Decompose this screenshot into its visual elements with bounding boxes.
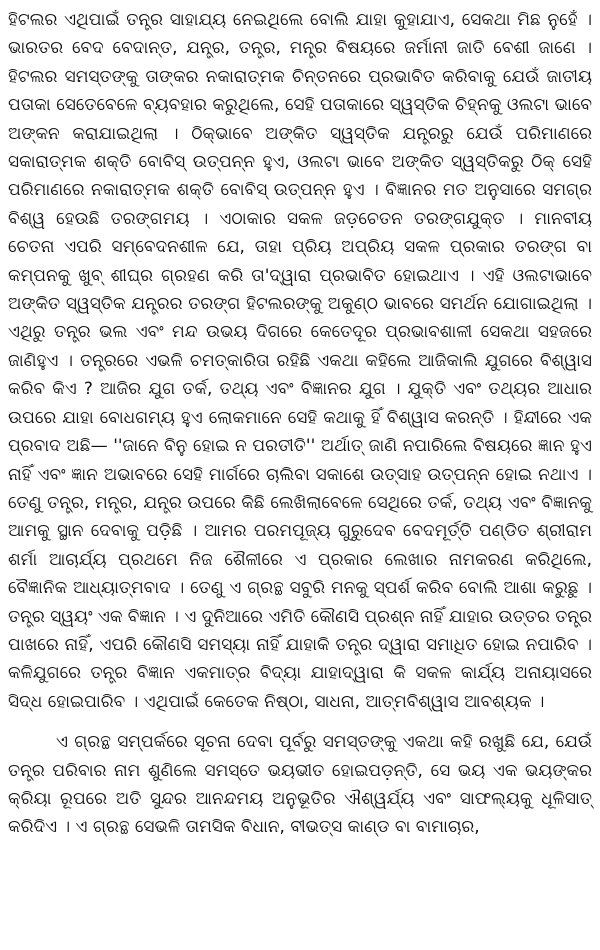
body-paragraph-1: ହିଟଲର ଏଥିପାଇଁ ତନ୍ତ୍ର ସାହାଯ୍ୟ ନେଇଥିଲେ ବୋଲି ଯାହା କୁହାଯାଏ, ସେକଥା ମିଛ ନୁହେଁ । ଭାରତର ବେଦ ବେଦାନ୍ତ, ଯନ୍ତ୍ର, ତନ୍ତ୍ର, ମନ୍ତ୍ର ବିଷୟରେ ଜର୍ମାନୀ ଜାତି ବେଶୀ ଜାଣେ । ହିଟଲର ସମସ୍ତଙ୍କୁ ତାଙ୍କର ନକାରାତ୍ମକ ଚିନ୍ତନରେ ପ୍ରଭାବିତ କରିବାକୁ ଯେଉଁ ଜାତୀୟ ପତାକା ସେତେବେଳେ ବ୍ୟବହାର କରୁଥିଲେ, ସେହି ପତାକାରେ ସ୍ୱସ୍ତିକ ଚିହ୍ନକୁ ଓଲଟା ଭାବେ ଅଙ୍କନ କରାଯାଇଥିଲା । ଠିକ୍‌ଭାବେ ଅଙ୍କିତ ସ୍ୱସ୍ତିକ ଯନ୍ତ୍ରରୁ ଯେଉଁ ପରିମାଣରେ ସକାରାତ୍ମକ ଶକ୍ତି ବୋବିସ୍ ଉତ୍ପନ୍ନ ହୁଏ, ଓଲଟା ଭାବେ ଅଙ୍କିତ ସ୍ୱସ୍ତିକରୁ ଠିକ୍ ସେହି ପରିମାଣରେ ନକାରାତ୍ମକ ଶକ୍ତି ବୋବିସ୍ ଉତ୍ପନ୍ନ ହୁଏ । ବିଜ୍ଞାନର ମତ ଅନୁସାରେ ସମଗ୍ର ବିଶ୍ୱ ହେଉଛି ତରଙ୍ଗମୟ । ଏଠାକାର ସକଳ ଜଡ଼ଚେତନ ତରଙ୍ଗଯୁକ୍ତ । ମାନବୀୟ ଚେତନା ଏପରି ସମ୍ବେଦନଶୀଳ ଯେ, ତାହା ପ୍ରିୟ ଅପ୍ରିୟ ସକଳ ପ୍ରକାର ତରଙ୍ଗ ବା କମ୍ପନକୁ ଖୁବ୍ ଶୀଘ୍ର ଗ୍ରହଣ କରି ତା'ଦ୍ୱାରା ପ୍ରଭାବିତ ହୋଇଥାଏ । ଏହି ଓଲଟାଭାବେ ଅଙ୍କିତ ସ୍ୱସ୍ତିକ ଯନ୍ତ୍ରର ତରଙ୍ଗ ହିଟଲରଙ୍କୁ ଅକୁଣ୍ଠ ଭାବରେ ସମର୍ଥନ ଯୋଗାଇଥିଲା । ଏଥିରୁ ତନ୍ତ୍ର ଭଲ ଏବଂ ମନ୍ଦ ଉଭୟ ଦିଗରେ କେତେଦୂର ପ୍ରଭାବଶାଳୀ ସେକଥା ସହଜରେ ଜାଣିହୁଏ । ତନ୍ତ୍ରରେ ଏଭଳି ଚମତ୍କାରିତା ରହିଛି ଏକଥା କହିଲେ ଆଜିକାଲି ଯୁଗରେ ବିଶ୍ୱାସ କରିବ କିଏ ? ଆଜିର ଯୁଗ ତର୍କ, ତଥ୍ୟ ଏବଂ ବିଜ୍ଞାନର ଯୁଗ । ଯୁକ୍ତି ଏବଂ ତଥ୍ୟର ଆଧାର ଉପରେ ଯାହା ବୋଧଗମ୍ୟ ହୁଏ ଲୋକମାନେ ସେହି କଥାକୁ ହିଁ ବିଶ୍ୱାସ କରନ୍ତି । ହିନ୍ଦୀରେ ଏକ ପ୍ରବାଦ ଅଛି— ''ଜାନେ ବିନୁ ହୋଇ ନ ପରତୀତି'' ଅର୍ଥାତ୍ ଜାଣି ନପାରିଲେ ବିଷୟରେ ଜ୍ଞାନ ହୁଏ ନାହିଁ ଏବଂ ଜ୍ଞାନ ଅଭାବରେ ସେହି ମାର୍ଗରେ ଚାଲିବା ସକାଶେ ଉତ୍ସାହ ଉତ୍ପନ୍ନ ହୋଇ ନଥାଏ । ତେଣୁ ତନ୍ତ୍ର, ମନ୍ତ୍ର, ଯନ୍ତ୍ର ଉପରେ କିଛି ଲେଖିଲାବେଳେ ସେଥିରେ ତର୍କ, ତଥ୍ୟ ଏବଂ ବିଜ୍ଞାନକୁ ଆମକୁ ସ୍ଥାନ ଦେବାକୁ ପଡ଼ିଛି । ଆମର ପରମପୂଜ୍ୟ ଗୁରୁଦେବ ବେଦମୂର୍ତ୍ତି ପଣ୍ଡିତ ଶ୍ରୀରାମ ଶର୍ମା ଆଚାର୍ଯ୍ୟ ପ୍ରଥମେ ନିଜ ଶୈଳୀରେ ଏ ପ୍ରକାର ଲେଖାର ନାମକରଣ କରିଥିଲେ, ବୈଜ୍ଞାନିକ ଆଧ୍ୟାତ୍ମବାଦ । ତେଣୁ ଏ ଗ୍ରନ୍ଥ ସବୁରି ମନକୁ ସ୍ପର୍ଶ କରିବ ବୋଲି ଆଶା କରୁଛୁ । ତନ୍ତ୍ର ସ୍ୱୟଂ ଏକ ବିଜ୍ଞାନ । ଏ ଦୁନିଆରେ ଏମିତି କୌଣସି ପ୍ରଶ୍ନ ନାହିଁ ଯାହାର ଉତ୍ତର ତନ୍ତ୍ର ପାଖରେ ନାହିଁ, ଏପରି କୌଣସି ସମସ୍ୟା ନାହିଁ ଯାହାକି ତନ୍ତ୍ର ଦ୍ୱାରା ସମାଧିତ ହୋଇ ନପାରିବ । କଳିଯୁଗରେ ତନ୍ତ୍ର ବିଜ୍ଞାନ ଏକମାତ୍ର ବିଦ୍ୟା ଯାହାଦ୍ୱାରା କି ସକଳ କାର୍ଯ୍ୟ ଅନାୟାସରେ ସିଦ୍ଧ ହୋଇପାରିବ । ଏଥିପାଇଁ କେତେକ ନିଷ୍ଠା, ସାଧନା, ଆତ୍ମବିଶ୍ୱାସ ଆବଶ୍ୟକ । bbox=[8, 10, 592, 712]
body-paragraph-2: ଏ ଗ୍ରନ୍ଥ ସମ୍ପର୍କରେ ସୂଚନା ଦେବା ପୂର୍ବରୁ ସମସ୍ତଙ୍କୁ ଏକଥା କହି ରଖୁଛି ଯେ, ଯେଉଁ ତନ୍ତ୍ର ପରିବାର ନାମ ଶୁଣିଲେ ସମସ୍ତେ ଭୟଭୀତ ହୋଇପଡ଼ନ୍ତି, ସେ ଭୟ ଏକ ଭୟଙ୍କର କ୍ରିୟା ରୂପରେ ଅତି ସୁନ୍ଦର ଆନନ୍ଦମୟ ଅନୁଭୂତିର ଐଶ୍ୱର୍ଯ୍ୟ ଏବଂ ସାଫଲ୍ୟକୁ ଧୂଳିସାତ୍ କରିଦିଏ । ଏ ଗ୍ରନ୍ଥ ସେଭଳି ତାମସିକ ବିଧାନ, ବୀଭତ୍ସ କାଣ୍ଡ ବା ବାମାଚାର, bbox=[8, 732, 592, 838]
